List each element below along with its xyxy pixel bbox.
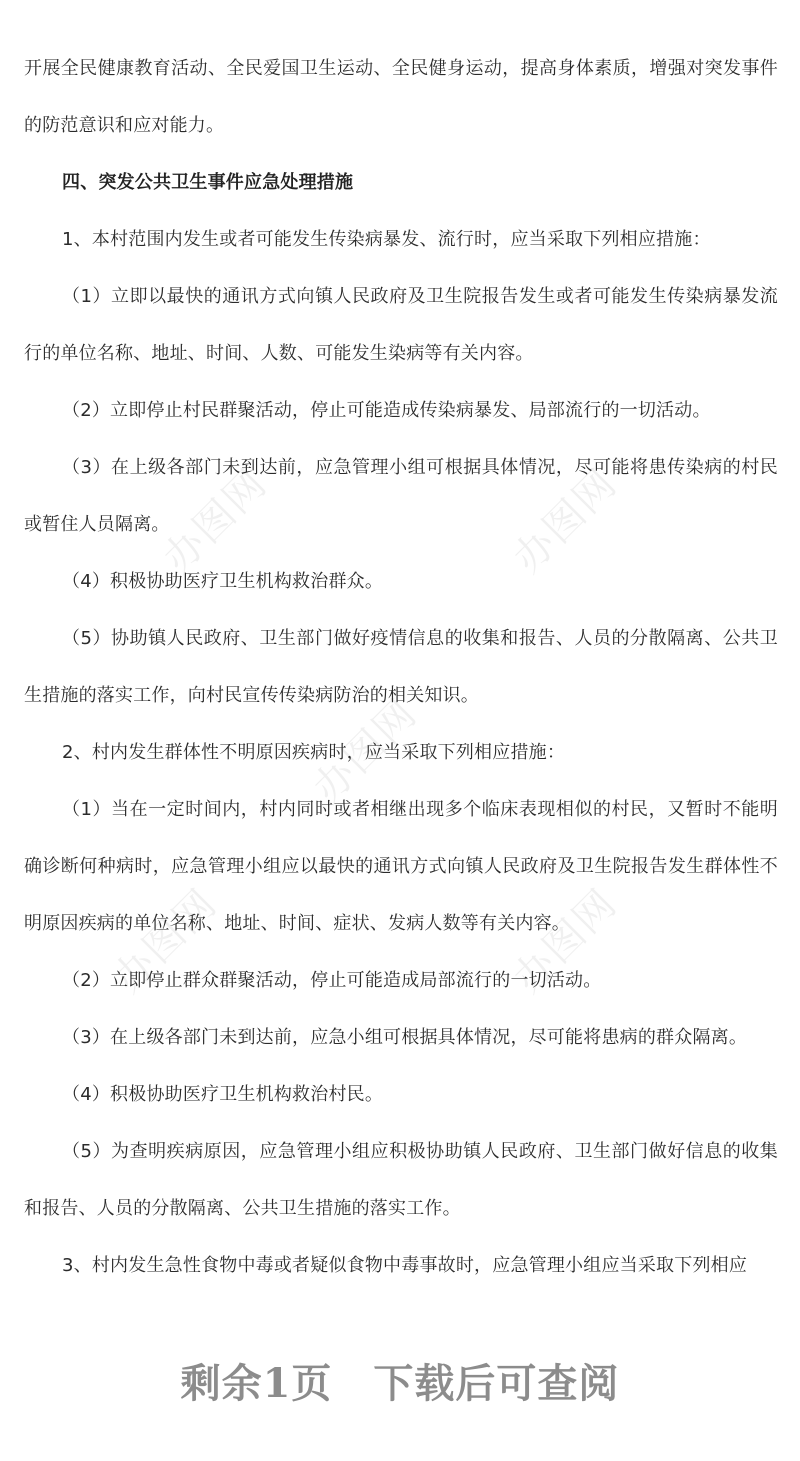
watermark: 办图网 [504, 460, 627, 582]
document-body [24, 40, 778, 1294]
body-paragraph: 1、本村范围内发生或者可能发生传染病暴发、流行时，应当采取下列相应措施： [62, 229, 711, 250]
body-paragraph: （3）在上级各部门未到达前，应急小组可根据具体情况，尽可能将患病的群众隔离。 [62, 1027, 748, 1048]
body-paragraph: 3、村内发生急性食物中毒或者疑似食物中毒事故时，应急管理小组应当采取下列相应 [62, 1255, 748, 1276]
body-paragraph: （3）在上级各部门未到达前，应急管理小组可根据具体情况，尽可能将患传染病的村民或暂住人员隔离。 [24, 457, 778, 535]
watermark: 办图网 [304, 690, 427, 812]
body-paragraph: （4）积极协助医疗卫生机构救治村民。 [62, 1084, 384, 1105]
download-prompt-link[interactable]: 剩余1页 下载后可查阅 [180, 1360, 620, 1407]
watermark: 办图网 [504, 880, 627, 1002]
body-paragraph: 2、村内发生群体性不明原因疾病时，应当采取下列相应措施： [62, 742, 566, 763]
body-paragraph: （5）为查明疾病原因，应急管理小组应积极协助镇人民政府、卫生部门做好信息的收集和报告、人员的分散隔离、公共卫生措施的落实工作。 [24, 1141, 778, 1219]
body-paragraph: （1）当在一定时间内，村内同时或者相继出现多个临床表现相似的村民，又暂时不能明确诊断何种病时，应急管理小组应以最快的通讯方式向镇人民政府及卫生院报告发生群体性不明原因疾病的单位名称、地址、时间、症状、发病人数等有关内容。 [24, 799, 778, 934]
body-paragraph: （2）立即停止村民群聚活动，停止可能造成传染病暴发、局部流行的一切活动。 [62, 400, 711, 421]
body-paragraph: （5）协助镇人民政府、卫生部门做好疫情信息的收集和报告、人员的分散隔离、公共卫生措施的落实工作，向村民宣传传染病防治的相关知识。 [24, 628, 778, 706]
body-paragraph: 开展全民健康教育活动、全民爱国卫生运动、全民健身运动，提高身体素质，增强对突发事件的防范意识和应对能力。 [24, 58, 778, 136]
watermark: 办图网 [104, 880, 227, 1002]
watermark: 办图网 [154, 460, 277, 582]
body-paragraph: （4）积极协助医疗卫生机构救治群众。 [62, 571, 384, 592]
body-paragraph: （1）立即以最快的通讯方式向镇人民政府及卫生院报告发生或者可能发生传染病暴发流行的单位名称、地址、时间、人数、可能发生染病等有关内容。 [24, 286, 778, 364]
section-heading: 四、突发公共卫生事件应急处理措施 [62, 172, 354, 193]
download-prompt [0, 1352, 800, 1409]
body-paragraph: （2）立即停止群众群聚活动，停止可能造成局部流行的一切活动。 [62, 970, 602, 991]
